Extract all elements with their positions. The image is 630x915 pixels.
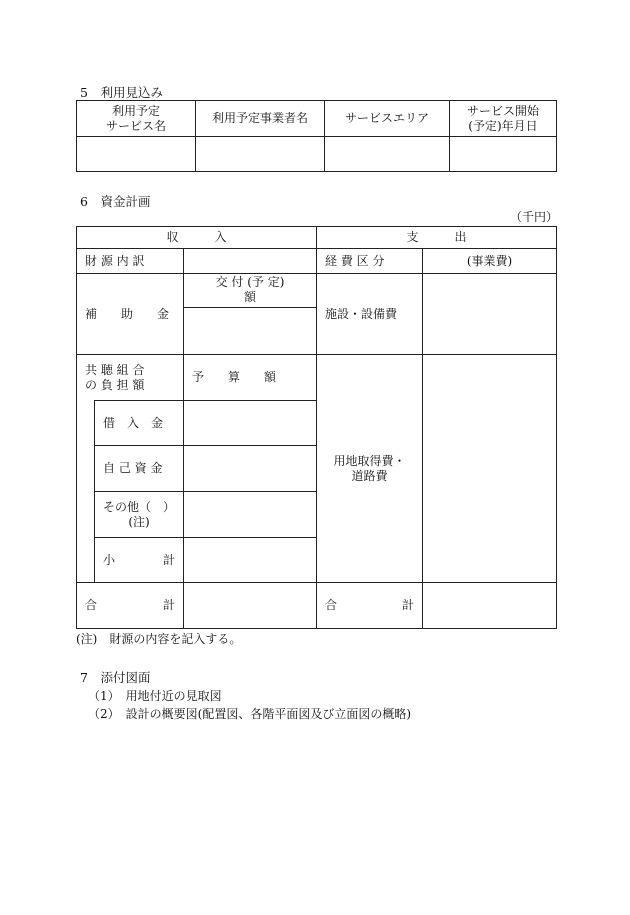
header-start-date: サービス開始 (予定)年月日 — [450, 101, 557, 137]
budget-amount-label: 予 算 額 — [184, 355, 317, 401]
section-7-title: 7 添付図面 — [80, 670, 151, 685]
header-area: サービスエリア — [325, 101, 450, 137]
funding-table — [76, 226, 557, 629]
cell-service-name[interactable] — [77, 137, 196, 172]
subtotal-amount[interactable] — [184, 538, 317, 583]
grant-divider — [184, 307, 316, 308]
own-funds-amount[interactable] — [184, 446, 317, 492]
union-indent-cell — [77, 401, 95, 583]
header-service-name: 利用予定 サービス名 — [77, 101, 196, 137]
loan-amount[interactable] — [184, 401, 317, 446]
expense-header: 支 出 — [317, 227, 557, 249]
union-burden-label: 共 聴 組 合 の 負 担 額 — [77, 355, 184, 401]
cell-area[interactable] — [325, 137, 450, 172]
grant-amount-cell[interactable] — [184, 274, 317, 355]
expense-total-label: 合 計 — [317, 583, 423, 629]
land-road-label: 用地取得費・ 道路費 — [317, 355, 423, 583]
cell-operator[interactable] — [196, 137, 325, 172]
subtotal-label: 小 計 — [95, 538, 184, 583]
footnote: (注) 財源の内容を記入する。 — [76, 632, 242, 646]
income-header: 収 入 — [77, 227, 317, 249]
other-amount[interactable] — [184, 492, 317, 538]
usage-table — [76, 100, 557, 172]
project-cost-label: (事業費) — [423, 249, 557, 274]
income-total-amount[interactable] — [184, 583, 317, 629]
fund-breakdown-label: 財 源 内 訳 — [77, 249, 184, 274]
grant-label: 補 助 金 — [77, 274, 184, 355]
own-funds-label: 自 己 資 金 — [95, 446, 184, 492]
other-label: その他（ ） (注) — [95, 492, 184, 538]
section-5-title: 5 利用見込み — [80, 85, 163, 100]
unit-label: （千円） — [510, 210, 559, 224]
facility-cost-label: 施設・設備費 — [317, 274, 423, 355]
section-6-title: 6 資金計画 — [80, 194, 151, 209]
attachment-item: （2） 設計の概要図(配置図、各階平面図及び立面図の概略) — [88, 707, 412, 721]
attachment-item: （1） 用地付近の見取図 — [88, 689, 222, 703]
cell-start-date[interactable] — [450, 137, 557, 172]
land-road-amount[interactable] — [423, 355, 557, 583]
expense-total-amount[interactable] — [423, 583, 557, 629]
grant-amount-label: 交 付 (予 定) 額 — [215, 275, 285, 304]
fund-breakdown-amount[interactable] — [184, 249, 317, 274]
loan-label: 借 入 金 — [95, 401, 184, 446]
header-operator: 利用予定事業者名 — [196, 101, 325, 137]
income-total-label: 合 計 — [77, 583, 184, 629]
facility-cost-amount[interactable] — [423, 274, 557, 355]
expense-category-label: 経 費 区 分 — [317, 249, 423, 274]
